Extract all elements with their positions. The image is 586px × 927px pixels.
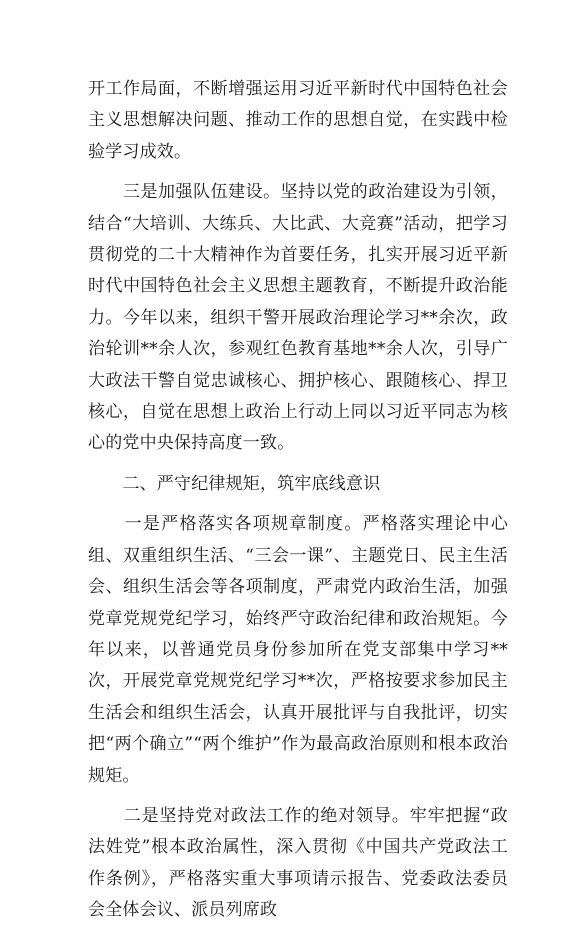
paragraph-rules-implementation: 一是严格落实各项规章制度。严格落实理论中心组、双重组织生活、“三会一课”、主题党日、民主生活会、组织生活会等各项制度，严肃党内政治生活，加强党章党规党纪学习，始终严守政治纪律和政治规矩。今年以来，以普通党员身份参加所在党支部集中学习**次，开展党章党规党纪学习**次，严格按要求参加民主生活会和组织生活会，认真开展批评与自我批评，切实把“两个确立”“两个维护”作为最高政治原则和根本政治规矩。 (88, 514, 508, 786)
paragraph-party-leadership: 二是坚持党对政法工作的绝对领导。牢牢把握“政法姓党”根本政治属性，深入贯彻《中国共产党政法工作条例》，严格落实重大事项请示报告、党委政法委员会全体会议、派员列席政 (88, 805, 508, 921)
paragraph-continuation: 开工作局面，不断增强运用习近平新时代中国特色社会主义思想解决问题、推动工作的思想自觉，在实践中检验学习成效。 (88, 79, 508, 162)
section-heading-discipline: 二、严守纪律规矩，筑牢底线意识 (88, 473, 381, 494)
paragraph-gap (88, 792, 508, 801)
paragraph-gap (88, 460, 508, 469)
paragraph-gap (88, 168, 508, 177)
paragraph-gap (88, 500, 508, 509)
document-body (88, 74, 508, 927)
paragraph-team-building: 三是加强队伍建设。坚持以党的政治建设为引领，结合“大培训、大练兵、大比武、大竞赛”活动，把学习贯彻党的二十大精神作为首要任务，扎实开展习近平新时代中国特色社会主义思想主题教育，不断提升政治能力。今年以来，组织干警开展政治理论学习**余次，政治轮训**余人次，参观红色教育基地**余人次，引导广大政法干警自觉忠诚核心、拥护核心、跟随核心、捍卫核心，自觉在思想上政治上行动上同以习近平同志为核心的党中央保持高度一致。 (88, 182, 508, 454)
